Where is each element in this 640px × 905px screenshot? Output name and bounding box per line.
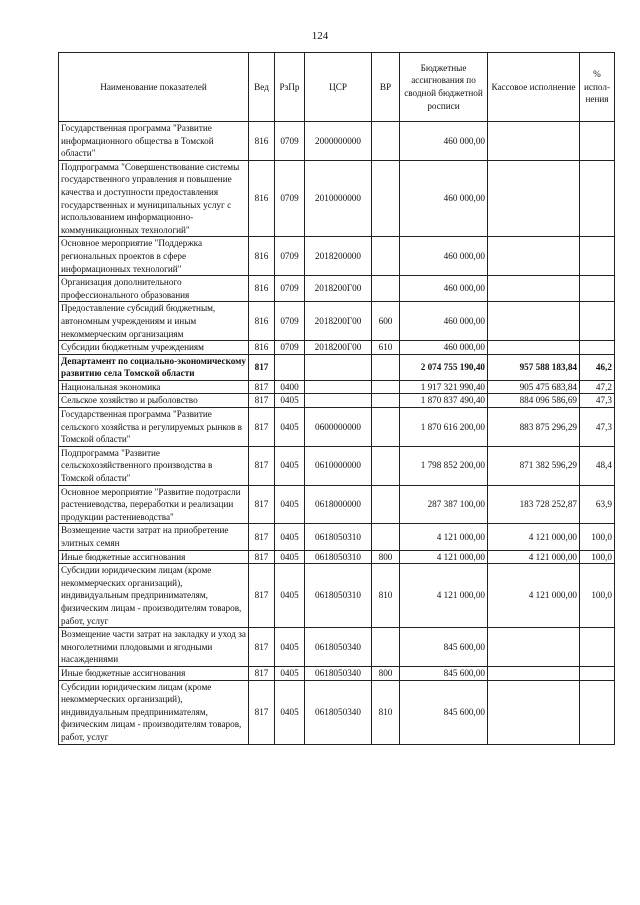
cell-rzpr: 0405: [275, 394, 305, 408]
cell-name: Национальная экономика: [59, 380, 249, 394]
cell-assigned: 845 600,00: [400, 666, 488, 680]
cell-ved: 816: [249, 160, 275, 237]
header-percent: % испол-нения: [580, 53, 615, 122]
cell-rzpr: 0709: [275, 341, 305, 355]
cell-csr: 0618050340: [305, 680, 372, 744]
page-number: 124: [311, 30, 329, 42]
cell-vr: 600: [372, 302, 400, 341]
cell-ved: 817: [249, 564, 275, 628]
table-row: [59, 680, 615, 744]
cell-executed: 905 475 683,84: [488, 380, 580, 394]
cell-executed: [488, 666, 580, 680]
table-row: [59, 122, 615, 161]
cell-percent: 100,0: [580, 550, 615, 564]
cell-assigned: 287 387 100,00: [400, 485, 488, 524]
cell-ved: 817: [249, 394, 275, 408]
cell-executed: 4 121 000,00: [488, 564, 580, 628]
cell-assigned: 4 121 000,00: [400, 550, 488, 564]
cell-vr: 610: [372, 341, 400, 355]
cell-vr: [372, 276, 400, 302]
cell-ved: 816: [249, 276, 275, 302]
cell-executed: [488, 160, 580, 237]
cell-executed: [488, 276, 580, 302]
cell-ved: 817: [249, 666, 275, 680]
cell-csr: 0618050310: [305, 550, 372, 564]
cell-executed: 957 588 183,84: [488, 354, 580, 380]
cell-name: Субсидии юридическим лицам (кроме некоммерческих организаций), индивидуальным предпринимателям, физическим лицам - производителям товаров, работ, услуг: [59, 680, 249, 744]
cell-percent: 63,9: [580, 485, 615, 524]
cell-percent: [580, 160, 615, 237]
cell-assigned: 460 000,00: [400, 237, 488, 276]
cell-csr: [305, 354, 372, 380]
cell-percent: [580, 341, 615, 355]
cell-ved: 817: [249, 550, 275, 564]
cell-vr: [372, 394, 400, 408]
cell-percent: 47,2: [580, 380, 615, 394]
header-ved: Вед: [249, 53, 275, 122]
cell-percent: 47,3: [580, 394, 615, 408]
cell-executed: [488, 341, 580, 355]
cell-ved: 816: [249, 341, 275, 355]
cell-vr: 800: [372, 550, 400, 564]
cell-name: Иные бюджетные ассигнования: [59, 666, 249, 680]
cell-percent: [580, 276, 615, 302]
header-executed: Кассовое исполнение: [488, 53, 580, 122]
header-vr: ВР: [372, 53, 400, 122]
table-row: [59, 485, 615, 524]
cell-rzpr: 0400: [275, 380, 305, 394]
cell-ved: 817: [249, 485, 275, 524]
cell-ved: 817: [249, 680, 275, 744]
table-row: [59, 408, 615, 447]
cell-vr: [372, 160, 400, 237]
cell-ved: 817: [249, 408, 275, 447]
cell-name: Государственная программа "Развитие информационного общества в Томской области": [59, 122, 249, 161]
cell-vr: [372, 485, 400, 524]
cell-csr: 2000000000: [305, 122, 372, 161]
cell-rzpr: 0709: [275, 302, 305, 341]
header-csr: ЦСР: [305, 53, 372, 122]
cell-assigned: 4 121 000,00: [400, 524, 488, 550]
cell-name: Субсидии юридическим лицам (кроме некоммерческих организаций), индивидуальным предпринимателям, физическим лицам - производителям товаров, работ, услуг: [59, 564, 249, 628]
cell-rzpr: 0405: [275, 564, 305, 628]
cell-rzpr: 0405: [275, 408, 305, 447]
cell-rzpr: [275, 354, 305, 380]
header-name: Наименование показателей: [59, 53, 249, 122]
table-row: [59, 564, 615, 628]
cell-percent: [580, 680, 615, 744]
cell-executed: [488, 237, 580, 276]
cell-percent: [580, 302, 615, 341]
cell-assigned: 1 917 321 990,40: [400, 380, 488, 394]
cell-percent: [580, 666, 615, 680]
cell-rzpr: 0405: [275, 550, 305, 564]
cell-name: Возмещение части затрат на закладку и уход за многолетними плодовыми и ягодными насаждениями: [59, 628, 249, 667]
table-row: [59, 394, 615, 408]
header-assigned: Бюджетные ассигнования по сводной бюджетной росписи: [400, 53, 488, 122]
cell-assigned: 460 000,00: [400, 122, 488, 161]
cell-vr: [372, 354, 400, 380]
cell-csr: [305, 380, 372, 394]
cell-assigned: 460 000,00: [400, 341, 488, 355]
cell-assigned: 4 121 000,00: [400, 564, 488, 628]
cell-vr: [372, 380, 400, 394]
cell-csr: 0610000000: [305, 446, 372, 485]
cell-name: Субсидии бюджетным учреждениям: [59, 341, 249, 355]
cell-rzpr: 0405: [275, 666, 305, 680]
cell-executed: 871 382 596,29: [488, 446, 580, 485]
cell-csr: 0600000000: [305, 408, 372, 447]
cell-vr: [372, 524, 400, 550]
cell-csr: 2018200000: [305, 237, 372, 276]
table-row: [59, 380, 615, 394]
cell-rzpr: 0405: [275, 680, 305, 744]
table-body: [59, 122, 615, 745]
header-rzpr: РзПр: [275, 53, 305, 122]
cell-vr: 800: [372, 666, 400, 680]
cell-executed: [488, 628, 580, 667]
cell-csr: 0618050340: [305, 628, 372, 667]
cell-vr: [372, 122, 400, 161]
table-row: [59, 550, 615, 564]
cell-executed: 183 728 252,87: [488, 485, 580, 524]
cell-name: Иные бюджетные ассигнования: [59, 550, 249, 564]
cell-rzpr: 0709: [275, 122, 305, 161]
cell-rzpr: 0405: [275, 628, 305, 667]
cell-name: Возмещение части затрат на приобретение элитных семян: [59, 524, 249, 550]
cell-name: Предоставление субсидий бюджетным, автономным учреждениям и иным некоммерческим организациям: [59, 302, 249, 341]
cell-percent: 100,0: [580, 524, 615, 550]
cell-rzpr: 0405: [275, 446, 305, 485]
cell-csr: 0618000000: [305, 485, 372, 524]
cell-rzpr: 0709: [275, 160, 305, 237]
cell-ved: 816: [249, 237, 275, 276]
table-row: [59, 524, 615, 550]
cell-assigned: 460 000,00: [400, 276, 488, 302]
cell-name: Сельское хозяйство и рыболовство: [59, 394, 249, 408]
table-row: [59, 160, 615, 237]
table-row: [59, 666, 615, 680]
cell-executed: 4 121 000,00: [488, 550, 580, 564]
cell-name: Организация дополнительного профессионального образования: [59, 276, 249, 302]
cell-executed: 4 121 000,00: [488, 524, 580, 550]
cell-csr: [305, 394, 372, 408]
table-row: [59, 302, 615, 341]
budget-execution-table: [58, 52, 615, 745]
cell-name: Департамент по социально-экономическому развитию села Томской области: [59, 354, 249, 380]
cell-assigned: 1 870 616 200,00: [400, 408, 488, 447]
cell-executed: 883 875 296,29: [488, 408, 580, 447]
cell-percent: 47,3: [580, 408, 615, 447]
cell-percent: [580, 628, 615, 667]
table-row: [59, 354, 615, 380]
cell-ved: 817: [249, 354, 275, 380]
cell-percent: [580, 122, 615, 161]
cell-rzpr: 0709: [275, 276, 305, 302]
cell-assigned: 1 870 837 490,40: [400, 394, 488, 408]
cell-ved: 817: [249, 628, 275, 667]
cell-ved: 817: [249, 524, 275, 550]
cell-ved: 817: [249, 446, 275, 485]
cell-assigned: 460 000,00: [400, 160, 488, 237]
table-row: [59, 237, 615, 276]
cell-vr: [372, 408, 400, 447]
cell-vr: [372, 237, 400, 276]
table-row: [59, 276, 615, 302]
cell-csr: 0618050310: [305, 564, 372, 628]
cell-rzpr: 0405: [275, 524, 305, 550]
cell-vr: 810: [372, 680, 400, 744]
cell-assigned: 2 074 755 190,40: [400, 354, 488, 380]
cell-executed: [488, 122, 580, 161]
cell-assigned: 460 000,00: [400, 302, 488, 341]
cell-vr: 810: [372, 564, 400, 628]
cell-percent: 48,4: [580, 446, 615, 485]
cell-name: Основное мероприятие "Поддержка региональных проектов в сфере информационных технологий": [59, 237, 249, 276]
cell-percent: [580, 237, 615, 276]
cell-name: Подпрограмма "Развитие сельскохозяйственного производства в Томской области": [59, 446, 249, 485]
cell-executed: 884 096 586,69: [488, 394, 580, 408]
cell-name: Государственная программа "Развитие сельского хозяйства и регулируемых рынков в Томской области": [59, 408, 249, 447]
cell-assigned: 845 600,00: [400, 628, 488, 667]
cell-csr: 2018200Г00: [305, 302, 372, 341]
cell-csr: 2018200Г00: [305, 276, 372, 302]
cell-ved: 816: [249, 302, 275, 341]
cell-name: Основное мероприятие "Развитие подотрасли растениеводства, переработки и реализации продукции растениеводства": [59, 485, 249, 524]
cell-ved: 817: [249, 380, 275, 394]
cell-csr: 0618050310: [305, 524, 372, 550]
cell-name: Подпрограмма "Совершенствование системы государственного управления и повышение качества и доступности предоставления государственных и муниципальных услуг с использованием информационно-коммуникационных технологий": [59, 160, 249, 237]
table-row: [59, 446, 615, 485]
table-row: [59, 341, 615, 355]
cell-ved: 816: [249, 122, 275, 161]
cell-assigned: 845 600,00: [400, 680, 488, 744]
cell-csr: 2010000000: [305, 160, 372, 237]
cell-vr: [372, 628, 400, 667]
cell-percent: 100,0: [580, 564, 615, 628]
cell-executed: [488, 680, 580, 744]
cell-percent: 46,2: [580, 354, 615, 380]
cell-vr: [372, 446, 400, 485]
cell-csr: 2018200Г00: [305, 341, 372, 355]
cell-rzpr: 0709: [275, 237, 305, 276]
cell-csr: 0618050340: [305, 666, 372, 680]
cell-executed: [488, 302, 580, 341]
table-row: [59, 628, 615, 667]
table-header-row: [59, 53, 615, 122]
cell-rzpr: 0405: [275, 485, 305, 524]
cell-assigned: 1 798 852 200,00: [400, 446, 488, 485]
